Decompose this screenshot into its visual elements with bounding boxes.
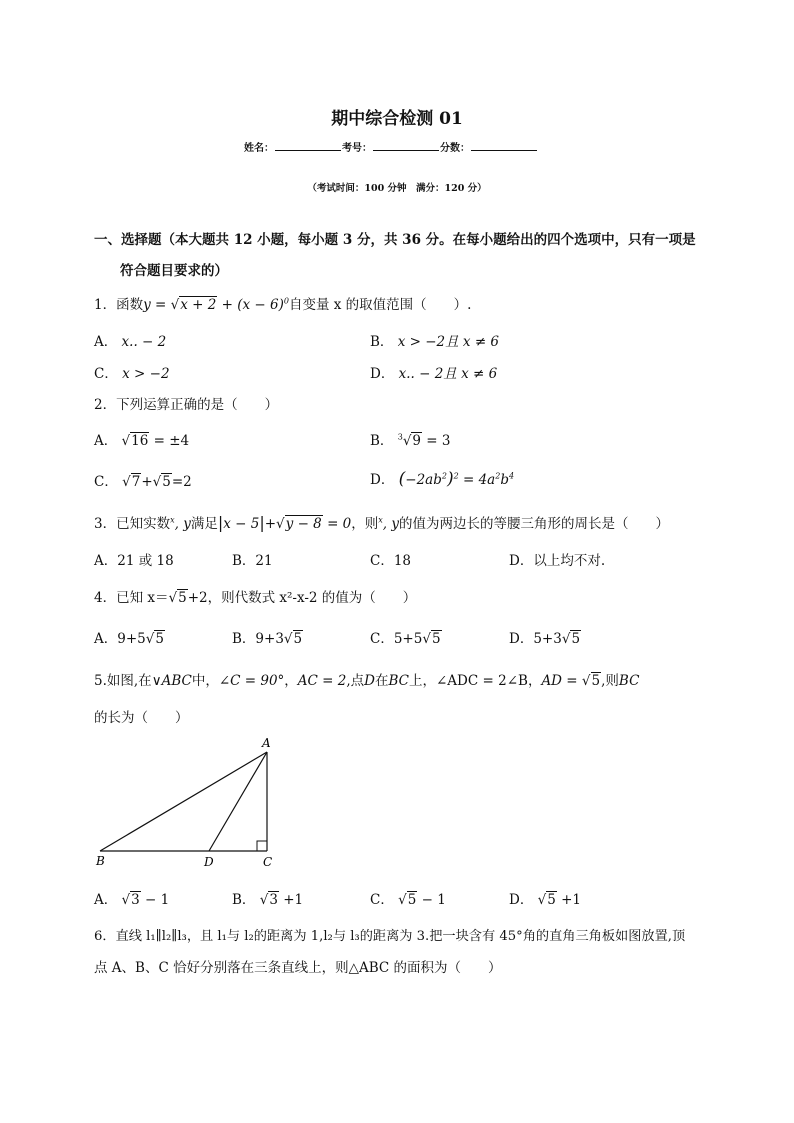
option-label: A．	[94, 892, 118, 908]
id-blank[interactable]	[373, 141, 439, 151]
q2-option-c[interactable]: C． √7+√5=2	[94, 474, 192, 490]
student-info-line	[244, 139, 538, 154]
option-label: C．	[370, 631, 394, 647]
q5-text: 上，	[409, 673, 436, 689]
q5-text: 中，	[191, 673, 219, 689]
radicand: 9	[412, 433, 422, 449]
exam-info: （考试时间：100 分钟 满分：120 分）	[307, 183, 487, 194]
option-label: B．	[370, 334, 394, 350]
q4-option-d[interactable]: D．5+3√5	[509, 631, 581, 647]
label-c: C	[263, 855, 273, 869]
segment-ab-line	[100, 752, 267, 851]
question-6-line1: 6．直线 l₁∥l₂∥l₃，且 l₁与 l₂的距离为 1,l₂与 l₃的距离为 3.把一块含有 45°角的直角三角板如图放置,顶	[94, 929, 686, 944]
option-text: +1	[278, 892, 304, 908]
section-heading-line1: 一、选择题（本大题共 12 小题，每小题 3 分，共 36 分。在每小题给出的四个选项中，只有一项是	[94, 232, 696, 248]
var-y: y	[183, 516, 191, 532]
radicand: 5	[155, 631, 164, 647]
var-x: x	[170, 515, 175, 525]
option-text: = 3	[422, 433, 451, 449]
option-label: B．	[232, 892, 256, 908]
option-text: − 1	[140, 892, 170, 908]
radicand: 16	[131, 433, 149, 449]
q4-number: 4．	[94, 590, 117, 606]
q1-suffix: 自变量 x 的取值范围（ ）.	[288, 297, 472, 313]
option-text: x > −2	[122, 366, 170, 382]
option-text: = ±4	[149, 433, 190, 449]
q4-text: +2，则代数式 x²-x-2 的值为（ ）	[187, 590, 417, 606]
option-label: B．	[370, 433, 394, 449]
radicand: 5	[293, 631, 303, 647]
section-heading-line2: 符合题目要求的）	[120, 263, 228, 279]
q3-suffix: 的值为两边长的等腰三角形的周长是（ ）	[399, 516, 669, 532]
q3-formula: |x − 5|+√y − 8 = 0	[217, 513, 352, 532]
q5-option-d[interactable]: D． √5 +1	[509, 892, 582, 908]
label-a: A	[262, 736, 271, 750]
page-title: 期中综合检测 01	[331, 109, 463, 129]
q3-number: 3．	[94, 516, 117, 532]
q3-prefix: 已知实数	[116, 516, 171, 532]
radicand: 5	[407, 892, 417, 908]
q1-option-a[interactable]	[94, 330, 166, 350]
option-text: x > −2且 x ≠ 6	[397, 334, 500, 350]
root-index: 3	[397, 432, 403, 442]
q1-option-c[interactable]	[94, 362, 170, 382]
triangle-figure	[92, 735, 282, 870]
score-label: 分数：	[440, 143, 470, 154]
q5-option-a[interactable]: A． √3 − 1	[94, 892, 170, 908]
q1-option-b[interactable]	[370, 330, 499, 350]
var-x: x	[378, 515, 383, 525]
q2-option-d[interactable]	[370, 468, 514, 489]
q5-text: ,则	[601, 673, 619, 689]
q4-option-a[interactable]: A．9+5√5	[94, 631, 164, 647]
option-label: A．	[94, 334, 118, 350]
q5-option-c[interactable]: C． √5 − 1	[370, 892, 446, 908]
option-label: C．	[94, 474, 118, 490]
option-text: =2	[171, 474, 192, 490]
question-6-line2: 点 A、B、C 恰好分别落在三条直线上，则△ABC 的面积为（ ）	[94, 960, 502, 976]
q1-number: 1．	[94, 297, 117, 313]
q5-option-b[interactable]: B． √3 +1	[232, 892, 304, 908]
id-label: 考号：	[342, 143, 372, 154]
right-angle-mark	[257, 841, 267, 851]
q5-prefix: 如图,在	[106, 673, 152, 689]
segment-ad-line	[209, 752, 267, 851]
q4-option-b[interactable]: B．9+3√5	[232, 631, 303, 647]
option-label: C．	[370, 892, 394, 908]
option-text: +1	[556, 892, 582, 908]
question-4: 4．已知 x＝√5+2，则代数式 x²-x-2 的值为（ ）	[94, 590, 417, 606]
q5-number: 5.	[94, 673, 107, 689]
q3-mid: 满足	[190, 516, 218, 532]
q1-option-d[interactable]	[370, 362, 497, 382]
option-text: − 1	[417, 892, 446, 908]
q5-cond3: ∠ADC = 2∠B	[436, 673, 528, 689]
radicand: 3	[269, 892, 278, 908]
q2-option-b[interactable]: B． $^3$√9 = 3	[370, 432, 451, 449]
q2-option-a[interactable]: A． √16 = ±4	[94, 433, 190, 449]
question-3: 3．已知实数$^x$, y满足|x − 5|+√y − 8 = 0，则$^x$, y的值为两边长的等腰三角形的周长是（ ）	[94, 513, 669, 532]
option-label: A．	[94, 433, 118, 449]
name-label: 姓名：	[244, 143, 274, 154]
radicand: 5	[162, 474, 171, 490]
segment-bc: BC	[618, 673, 640, 689]
q5-text: 在	[374, 673, 389, 689]
question-2: 2．下列运算正确的是（ ）	[94, 397, 279, 413]
question-1	[94, 293, 471, 313]
radicand: 3	[131, 892, 140, 908]
triangle-name: ABC	[161, 673, 192, 689]
option-label: A．	[94, 631, 118, 647]
q3-option-c[interactable]: C．18	[370, 553, 412, 569]
option-text: x.. − 2且 x ≠ 6	[398, 366, 498, 382]
option-label: D．	[509, 892, 534, 908]
label-d: D	[204, 855, 214, 869]
option-text: 5+3	[533, 631, 562, 647]
name-blank[interactable]	[275, 141, 341, 151]
q3-option-b[interactable]: B．21	[232, 553, 273, 569]
question-5-line2: 的长为（ ）	[94, 710, 189, 726]
segment-bc: BC	[388, 673, 409, 689]
label-b: B	[96, 854, 105, 868]
radicand: 5	[178, 590, 187, 606]
option-label: B．	[232, 631, 256, 647]
option-label: D．	[370, 366, 395, 382]
option-text: 9+3	[255, 631, 284, 647]
score-blank[interactable]	[471, 141, 537, 151]
radicand: 5	[547, 892, 556, 908]
q3-option-d[interactable]: D．以上均不对.	[509, 553, 606, 569]
q5-text: ,点	[346, 673, 365, 689]
option-label: D．	[509, 631, 534, 647]
option-text: 5+5	[393, 631, 423, 647]
q4-option-c[interactable]: C．5+5√5	[370, 631, 441, 647]
q1-prefix: 函数	[116, 297, 144, 313]
radicand: 5	[431, 631, 441, 647]
q4-prefix: 已知 x＝	[116, 590, 169, 606]
option-text: 9+5	[117, 631, 146, 647]
q3-option-a[interactable]: A．21 或 18	[94, 553, 174, 569]
q1-formula: $y = √x + 2 + (x - 6)^0$	[143, 296, 289, 313]
q5-cond4: AD =	[541, 673, 582, 689]
radicand: 5	[571, 631, 581, 647]
q5-cond1: ∠C = 90°	[218, 673, 285, 689]
plus-sign: +	[141, 474, 153, 490]
radicand: 5	[591, 673, 601, 689]
q2-d-formula: $(-2ab^2)^2 = 4a^2b^4$	[398, 469, 515, 489]
question-5: 5.如图,在∨ABC中，∠C = 90°，AC = 2,点D在BC上，∠ADC = 2∠B，AD = √5,则BC	[94, 673, 640, 689]
option-label: D．	[370, 472, 395, 488]
option-text: x.. − 2	[121, 334, 167, 350]
point-d: D	[364, 673, 375, 689]
q3-after: ，则	[351, 516, 379, 532]
radicand: 7	[131, 474, 141, 490]
option-label: C．	[94, 366, 118, 382]
triangle-symbol: ∨	[151, 673, 162, 689]
q5-cond2: AC = 2	[297, 673, 347, 689]
